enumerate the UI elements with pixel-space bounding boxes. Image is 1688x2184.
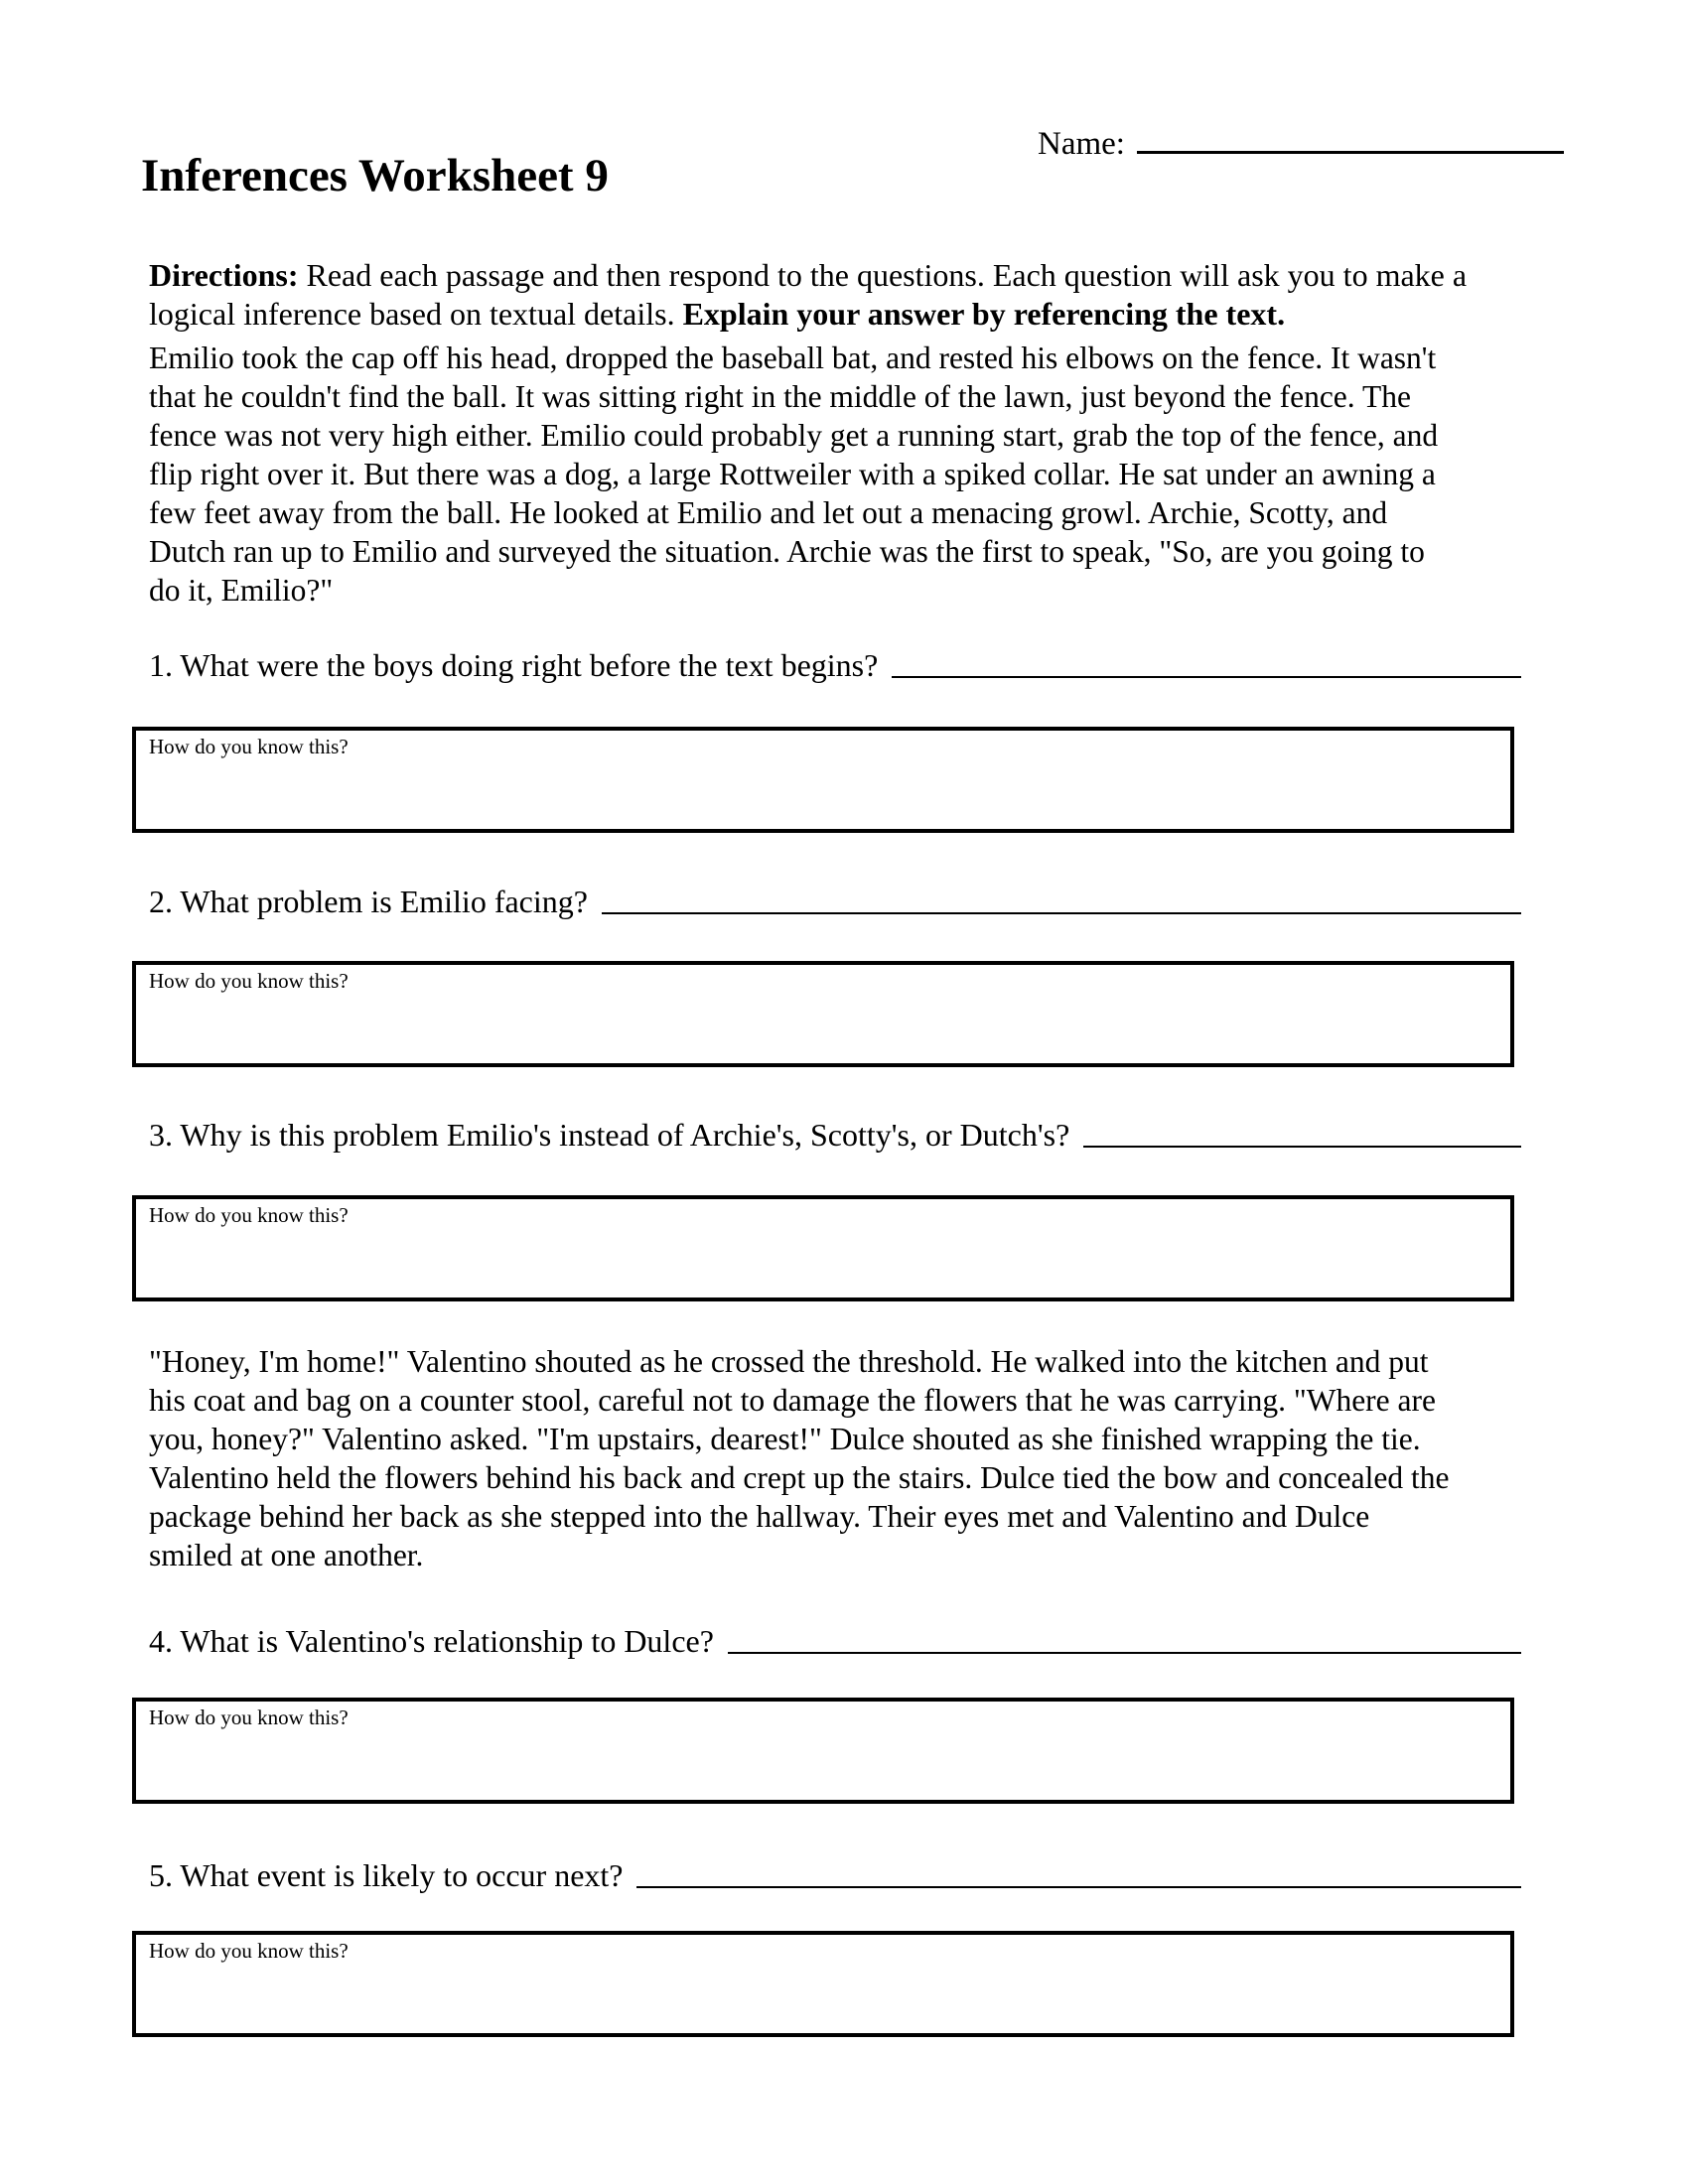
- passage-line: you, honey?" Valentino asked. "I'm upstairs, dearest!" Dulce shouted as she finished wrapping the tie.: [149, 1422, 1421, 1456]
- passage-line: Valentino held the flowers behind his back and crept up the stairs. Dulce tied the bow and concealed the: [149, 1460, 1450, 1495]
- question-2: [149, 882, 1521, 921]
- answer-box-2[interactable]: [132, 961, 1514, 1067]
- passage-line: his coat and bag on a counter stool, careful not to damage the flowers that he was carrying. "Where are: [149, 1383, 1436, 1418]
- answer-box-3-label: How do you know this?: [149, 1203, 349, 1227]
- passage-line: Emilio took the cap off his head, dropped the baseball bat, and rested his elbows on the fence. It wasn't: [149, 341, 1437, 375]
- passage-line: fence was not very high either. Emilio could probably get a running start, grab the top of the fence, and: [149, 418, 1439, 453]
- directions-text: [149, 256, 1539, 334]
- answer-box-2-label: How do you know this?: [149, 969, 349, 993]
- answer-box-1-label: How do you know this?: [149, 735, 349, 758]
- question-5-answer-line[interactable]: [636, 1855, 1521, 1888]
- passage-line: Dutch ran up to Emilio and surveyed the situation. Archie was the first to speak, "So, are you going to: [149, 534, 1425, 569]
- passage-line: that he couldn't find the ball. It was sitting right in the middle of the lawn, just beyond the fence. The: [149, 379, 1411, 414]
- answer-box-3[interactable]: [132, 1195, 1514, 1301]
- passage-1: [149, 339, 1559, 610]
- question-3: [149, 1115, 1521, 1155]
- question-5: [149, 1855, 1521, 1895]
- question-4: [149, 1621, 1521, 1661]
- page-title: Inferences Worksheet 9: [141, 150, 609, 202]
- passage-line: "Honey, I'm home!" Valentino shouted as he crossed the threshold. He walked into the kitchen and put: [149, 1344, 1429, 1379]
- question-1: [149, 645, 1521, 685]
- passage-line: flip right over it. But there was a dog, a large Rottweiler with a spiked collar. He sat under an awning a: [149, 457, 1436, 491]
- question-4-answer-line[interactable]: [728, 1621, 1521, 1654]
- directions-body: Read each passage and then respond to the questions. Each question will ask you to make a logical inference based on textual details.: [149, 257, 1468, 332]
- passage-line: few feet away from the ball. He looked at Emilio and let out a menacing growl. Archie, Scotty, and: [149, 495, 1388, 530]
- answer-box-5-label: How do you know this?: [149, 1939, 349, 1963]
- directions-label: Directions:: [149, 257, 299, 293]
- question-2-answer-line[interactable]: [602, 882, 1521, 914]
- question-5-text: 5. What event is likely to occur next?: [149, 1857, 624, 1893]
- answer-box-4[interactable]: [132, 1698, 1514, 1804]
- answer-box-1[interactable]: [132, 727, 1514, 833]
- passage-line: package behind her back as she stepped into the hallway. Their eyes met and Valentino and Dulce: [149, 1499, 1370, 1534]
- question-1-answer-line[interactable]: [892, 645, 1521, 678]
- passage-line: do it, Emilio?": [149, 573, 334, 608]
- answer-box-4-label: How do you know this?: [149, 1706, 349, 1729]
- question-4-text: 4. What is Valentino's relationship to Dulce?: [149, 1623, 714, 1659]
- question-3-text: 3. Why is this problem Emilio's instead of Archie's, Scotty's, or Dutch's?: [149, 1117, 1070, 1153]
- name-field: [1038, 123, 1564, 163]
- question-3-answer-line[interactable]: [1083, 1115, 1521, 1148]
- passage-line: smiled at one another.: [149, 1538, 424, 1572]
- question-1-text: 1. What were the boys doing right before the text begins?: [149, 647, 879, 683]
- passage-2: [149, 1342, 1559, 1574]
- directions-emphasis: Explain your answer by referencing the text.: [682, 296, 1286, 332]
- name-label: Name:: [1038, 126, 1125, 162]
- name-input-line[interactable]: [1137, 123, 1564, 154]
- question-2-text: 2. What problem is Emilio facing?: [149, 884, 588, 919]
- answer-box-5[interactable]: [132, 1931, 1514, 2037]
